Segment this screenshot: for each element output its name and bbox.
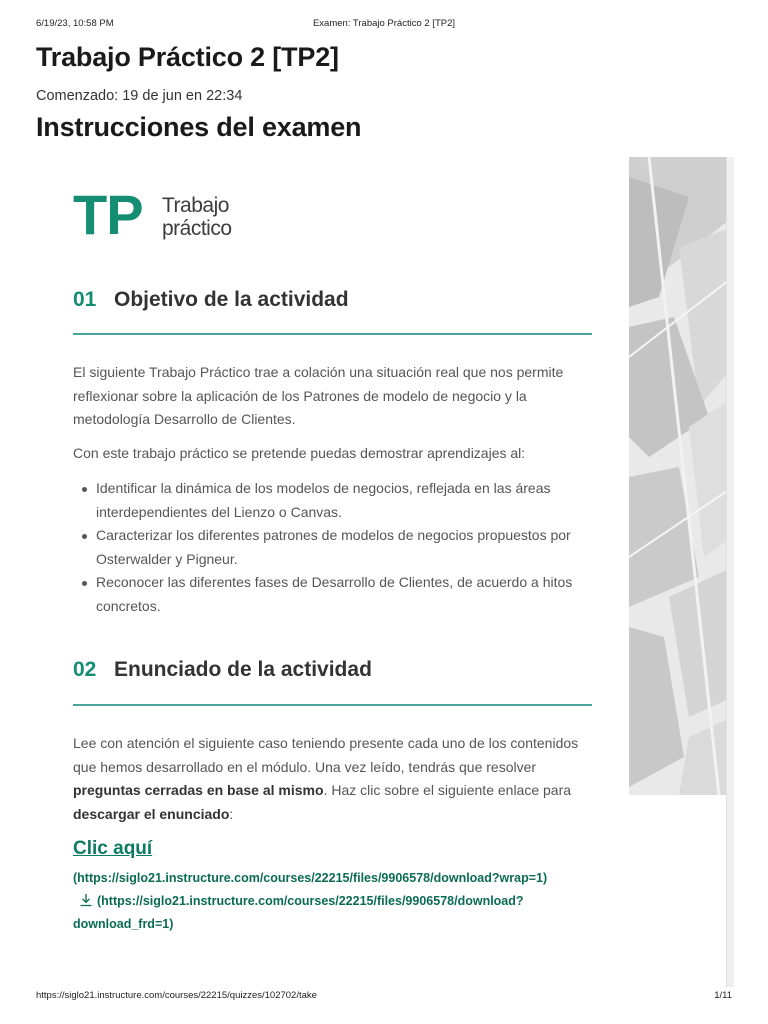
print-header xyxy=(36,18,732,32)
enunciado-text-1: Lee con atención el siguiente caso teniendo presente cada uno de los contenidos que hemos desarrollado en el módulo. Una vez leído, tendrás que resolver xyxy=(73,735,579,775)
download-wrap-link[interactable]: (https://siglo21.instructure.com/courses/22215/files/9906578/download?wrap=1) xyxy=(73,871,548,885)
download-url-part1: (https://siglo21.instructure.com/courses/22215/files/9906578/download? xyxy=(97,894,524,908)
started-timestamp: Comenzado: 19 de jun en 22:34 xyxy=(36,88,243,104)
instructions-title: Instrucciones del examen xyxy=(36,112,362,142)
enunciado-bold-2: descargar el enunciado xyxy=(73,805,230,822)
section-divider xyxy=(73,704,592,706)
tp-logo-line2: práctico xyxy=(162,217,232,240)
page-title: Trabajo Práctico 2 [TP2] xyxy=(36,42,339,72)
download-icon xyxy=(79,893,93,907)
list-item: Identificar la dinámica de los modelos de negocios, reflejada en las áreas interdependientes del Lienzo o Canvas. xyxy=(73,477,592,524)
section-title: Enunciado de la actividad xyxy=(114,658,372,681)
section-number: 02 xyxy=(73,658,97,681)
section-title: Objetivo de la actividad xyxy=(114,288,349,311)
tp-logo-text xyxy=(162,194,282,240)
list-item: Reconocer las diferentes fases de Desarrollo de Clientes, de acuerdo a hitos concretos. xyxy=(73,571,592,618)
enunciado-bold-1: preguntas cerradas en base al mismo xyxy=(73,782,324,798)
objetivo-paragraph-2: Con este trabajo práctico se pretende puedas demostrar aprendizajes al: xyxy=(73,445,526,461)
print-footer-url: https://siglo21.instructure.com/courses/22215/quizzes/102702/take xyxy=(36,990,317,1001)
enunciado-paragraph xyxy=(73,732,592,826)
enunciado-text-3: : xyxy=(229,805,234,822)
objetivo-bullet-list xyxy=(73,477,592,618)
list-item: Caracterizar los diferentes patrones de modelos de negocios propuestos por Osterwalder y Pigneur. xyxy=(73,524,592,571)
print-footer xyxy=(36,990,732,1004)
section-number: 01 xyxy=(73,288,97,311)
scrollbar-track[interactable] xyxy=(726,157,734,987)
decorative-side-image xyxy=(629,157,733,795)
objetivo-paragraph-1: El siguiente Trabajo Práctico trae a colación una situación real que nos permite reflexionar sobre la aplicación de los Patrones de modelo de negocio y la metodología Desarrollo de Clientes. xyxy=(73,364,564,427)
download-url-part2: download_frd=1) xyxy=(73,917,174,931)
print-page-number: 1/11 xyxy=(714,990,732,1001)
enunciado-text-2: . Haz clic sobre el siguiente enlace para xyxy=(323,782,572,798)
print-datetime: 6/19/23, 10:58 PM xyxy=(36,18,114,29)
download-direct-link[interactable] xyxy=(73,890,573,936)
print-doc-title: Examen: Trabajo Práctico 2 [TP2] xyxy=(312,18,456,29)
tp-logo-line1: Trabajo xyxy=(162,194,229,217)
clic-aqui-link[interactable]: Clic aquí xyxy=(73,838,153,859)
tp-logo-mark: TP xyxy=(73,183,143,246)
section-divider xyxy=(73,333,592,335)
